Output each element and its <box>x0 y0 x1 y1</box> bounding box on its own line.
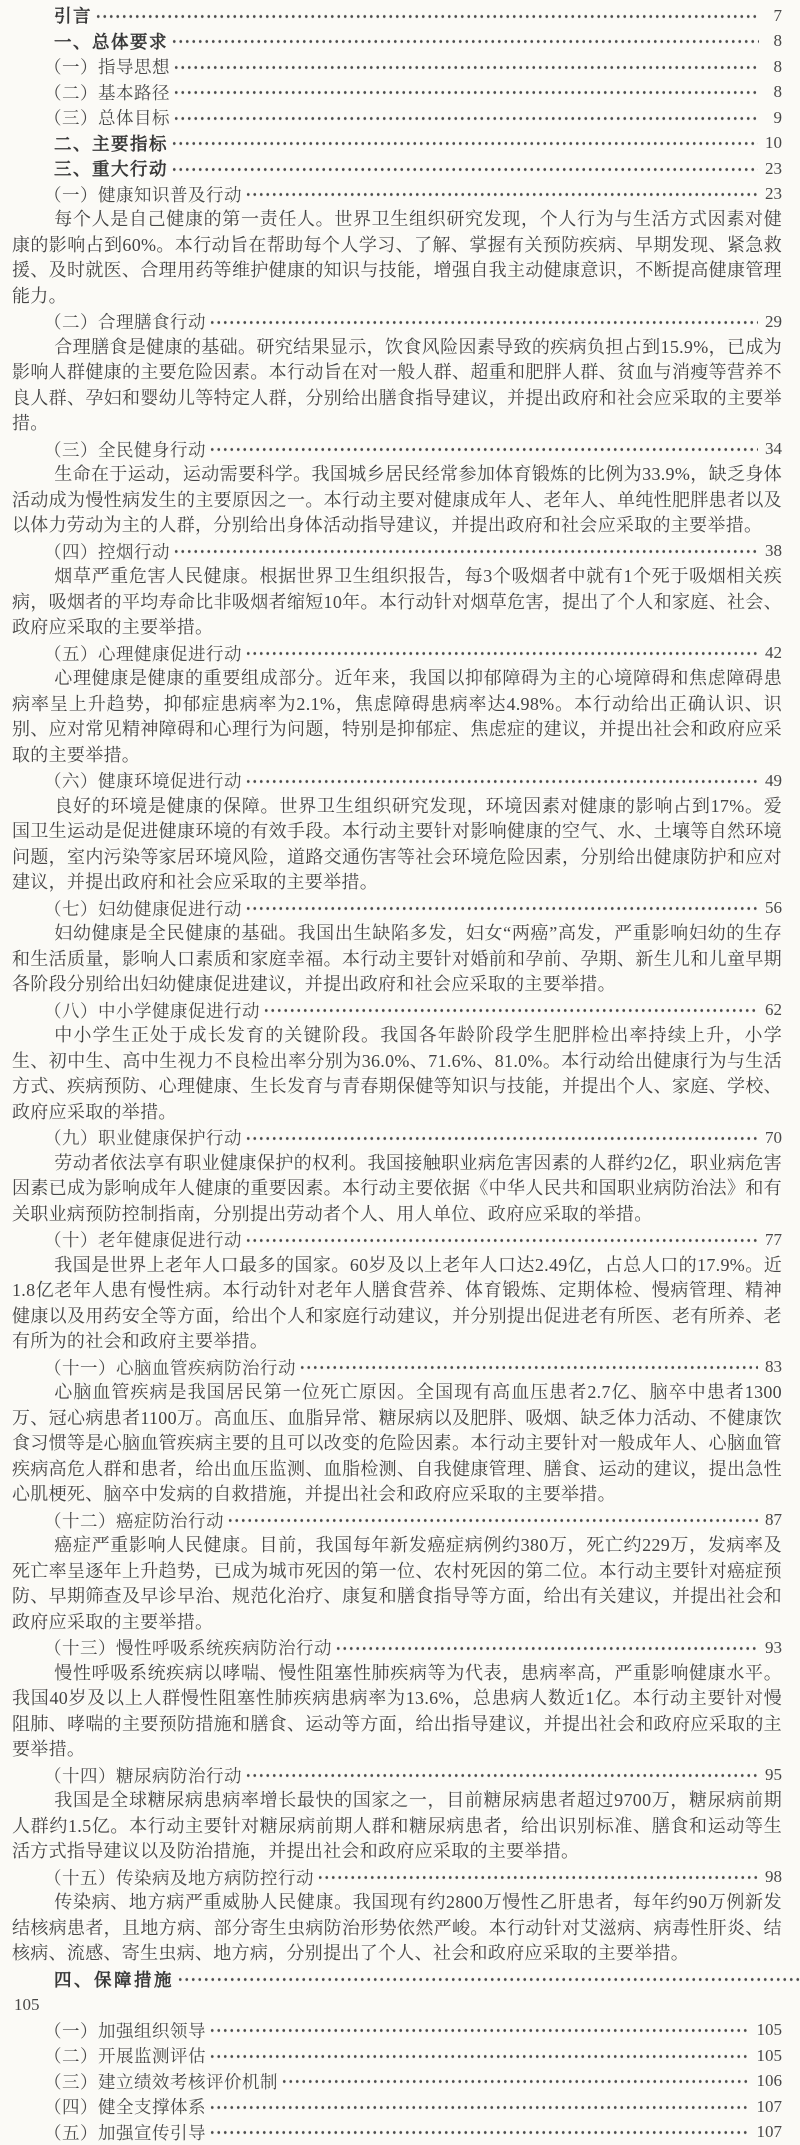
page-number: 98 <box>765 1867 782 1887</box>
page-number: 105 <box>757 2020 783 2040</box>
toc-entry-label: （十）老年健康促进行动 <box>44 1227 242 1252</box>
toc-entry-label: （十四）糖尿病防治行动 <box>44 1763 242 1788</box>
dot-leader <box>281 2069 750 2095</box>
toc-entry-label: 三、重大行动 <box>54 156 168 181</box>
dot-leader <box>335 1635 758 1661</box>
toc-entry-label: （二）合理膳食行动 <box>44 309 206 334</box>
page-number: 23 <box>765 184 782 204</box>
dot-leader <box>173 54 759 80</box>
dot-leader <box>209 2043 750 2069</box>
toc-entry-sub[interactable] <box>12 2069 782 2095</box>
toc-summary-paragraph: 良好的环境是健康的保障。世界卫生组织研究发现，环境因素对健康的影响占到17%。爱国卫生运动是促进健康环境的有效手段。本行动主要针对影响健康的空气、水、土壤等自然环境问题，室内污染等家居环境风险，道路交通伤害等社会环境危险因素，分别给出健康防护和应对建议，并提出政府和社会应采取的主要举措。 <box>12 794 782 896</box>
toc-entry-label: （十二）癌症防治行动 <box>44 1508 224 1533</box>
page-number: 93 <box>765 1638 782 1658</box>
page-number: 83 <box>765 1357 782 1377</box>
dot-leader <box>171 156 758 182</box>
page-number: 29 <box>765 312 782 332</box>
toc-entry-label: （十三）慢性呼吸系统疾病防治行动 <box>44 1635 332 1660</box>
toc-entry-label: （六）健康环境促进行动 <box>44 768 242 793</box>
toc-entry-label: （九）职业健康保护行动 <box>44 1125 242 1150</box>
page-number: 34 <box>765 439 782 459</box>
page-number: 23 <box>765 159 782 179</box>
toc-entry-label: （四）控烟行动 <box>44 539 170 564</box>
toc-entry-label: （三）全民健身行动 <box>44 437 206 462</box>
toc-summary-paragraph: 烟草严重危害人民健康。根据世界卫生组织报告，每3个吸烟者中就有1个死于吸烟相关疾病，吸烟者的平均寿命比非吸烟者缩短10年。本行动针对烟草危害，提出了个人和家庭、社会、政府应采取的主要举措。 <box>12 564 782 641</box>
toc-entry-sub[interactable] <box>12 309 782 335</box>
toc-entry-sub[interactable] <box>12 1125 782 1151</box>
toc-entry-label: （十五）传染病及地方病防控行动 <box>44 1865 314 1890</box>
dot-leader <box>209 437 758 463</box>
toc-summary-paragraph: 中小学生正处于成长发育的关键阶段。我国各年龄阶段学生肥胖检出率持续上升，小学生、初中生、高中生视力不良检出率分别为36.0%、71.6%、81.0%。本行动给出健康行为与生活方式、疾病预防、心理健康、生长发育与青春期保健等知识与技能，并提出个人、家庭、学校、政府应采取的举措。 <box>12 1023 782 1125</box>
dot-leader <box>209 2018 750 2044</box>
toc-summary-paragraph: 慢性呼吸系统疾病以哮喘、慢性阻塞性肺疾病等为代表，患病率高，严重影响健康水平。我国40岁及以上人群慢性阻塞性肺疾病患病率为13.6%，总患病人数近1亿。本行动主要针对慢阻肺、哮喘的主要预防措施和膳食、运动等方面，给出指导建议，并提出社会和政府应采取的主要举措。 <box>12 1661 782 1763</box>
dot-leader <box>245 768 758 794</box>
toc-entry-sub[interactable] <box>12 80 782 106</box>
toc-entry-label: （三）总体目标 <box>44 105 170 130</box>
toc-entry-label: （七）妇幼健康促进行动 <box>44 896 242 921</box>
toc-entry-label: （五）加强宣传引导 <box>44 2120 206 2145</box>
toc-summary-paragraph: 劳动者依法享有职业健康保护的权利。我国接触职业病危害因素的人群约2亿，职业病危害因素已成为影响成年人健康的重要因素。本行动主要依据《中华人民共和国职业病防治法》和有关职业病预防控制指南，分别提出劳动者个人、用人单位、政府应采取的举措。 <box>12 1151 782 1228</box>
toc-entry-sub[interactable] <box>12 1763 782 1789</box>
dot-leader <box>227 1508 758 1534</box>
toc-entry-sub[interactable] <box>12 1227 782 1253</box>
toc-entry-section[interactable] <box>12 3 782 29</box>
toc-summary-paragraph: 心脑血管疾病是我国居民第一位死亡原因。全国现有高血压患者2.7亿、脑卒中患者1300万、冠心病患者1100万。高血压、血脂异常、糖尿病以及肥胖、吸烟、缺乏体力活动、不健康饮食习惯等是心脑血管疾病主要的且可以改变的危险因素。本行动主要针对一般成年人、心脑血管疾病高危人群和患者，给出血压监测、血脂检测、自我健康管理、膳食、运动的建议，提出急性心肌梗死、脑卒中发病的自救措施，并提出社会和政府应采取的主要举措。 <box>12 1380 782 1508</box>
toc-entry-label: 二、主要指标 <box>54 131 168 156</box>
toc-entry-sub[interactable] <box>12 641 782 667</box>
toc-entry-label: （五）心理健康促进行动 <box>44 641 242 666</box>
toc-summary-paragraph: 我国是全球糖尿病患病率增长最快的国家之一，目前糖尿病患者超过9700万，糖尿病前期人群约1.5亿。本行动主要针对糖尿病前期人群和糖尿病患者，给出识别标准、膳食和运动等生活方式指导建议以及防治措施，并提出社会和政府应采取的主要举措。 <box>12 1788 782 1865</box>
toc-entry-label: （八）中小学健康促进行动 <box>44 998 260 1023</box>
toc-summary-paragraph: 妇幼健康是全民健康的基础。我国出生缺陷多发，妇女“两癌”高发，严重影响妇幼的生存和生活质量，影响人口素质和家庭幸福。本行动主要针对婚前和孕前、孕期、新生儿和儿童早期各阶段分别给出妇幼健康促进建议，并提出政府和社会应采取的主要举措。 <box>12 921 782 998</box>
toc-entry-sub[interactable] <box>12 896 782 922</box>
page-number: 8 <box>766 82 782 102</box>
toc-entry-sub[interactable] <box>12 2094 782 2120</box>
page-number: 10 <box>765 133 782 153</box>
toc-entry-sub[interactable] <box>12 998 782 1024</box>
dot-leader <box>263 998 758 1024</box>
page-number: 49 <box>765 771 782 791</box>
toc-entry-label: （一）健康知识普及行动 <box>44 182 242 207</box>
dot-leader <box>209 309 758 335</box>
page-number: 87 <box>765 1510 782 1530</box>
toc-entry-section[interactable] <box>12 131 782 157</box>
toc-entry-sub[interactable] <box>12 182 782 208</box>
page-number: 8 <box>766 31 782 51</box>
page-number: 62 <box>765 1000 782 1020</box>
toc-summary-paragraph: 生命在于运动，运动需要科学。我国城乡居民经常参加体育锻炼的比例为33.9%，缺乏身体活动成为慢性病发生的主要原因之一。本行动主要对健康成年人、老年人、单纯性肥胖患者以及以体力劳动为主的人群，分别给出身体活动指导建议，并提出政府和社会应采取的主要举措。 <box>12 462 782 539</box>
toc-entry-sub[interactable] <box>12 105 782 131</box>
page-number: 7 <box>766 6 782 26</box>
toc-entry-sub[interactable] <box>12 1355 782 1381</box>
toc-entry-section[interactable] <box>12 1967 782 1993</box>
toc-entry-label: （二）开展监测评估 <box>44 2043 206 2068</box>
dot-leader <box>245 1227 758 1253</box>
dot-leader <box>209 2094 750 2120</box>
toc-entry-sub[interactable] <box>12 1508 782 1534</box>
page-number: 56 <box>765 898 782 918</box>
toc-entry-label: 四、保障措施 <box>54 1967 174 1992</box>
dot-leader <box>299 1355 758 1381</box>
page-number: 8 <box>766 57 782 77</box>
toc-entry-sub[interactable] <box>12 2018 782 2044</box>
dot-leader <box>171 131 758 157</box>
dot-leader <box>245 1125 758 1151</box>
page-number: 105 <box>757 2046 783 2066</box>
page-number: 107 <box>757 2122 783 2142</box>
toc-entry-sub[interactable] <box>12 539 782 565</box>
toc-entry-sub[interactable] <box>12 54 782 80</box>
dot-leader <box>173 105 759 131</box>
toc-summary-paragraph: 我国是世界上老年人口最多的国家。60岁及以上老年人口达2.49亿，占总人口的17.9%。近1.8亿老年人患有慢性病。本行动针对老年人膳食营养、体育锻炼、定期体检、慢病管理、精神健康以及用药安全等方面，给出个人和家庭行动建议，并分别提出促进老有所医、老有所养、老有所为的社会和政府主要举措。 <box>12 1253 782 1355</box>
toc-entry-label: （三）建立绩效考核评价机制 <box>44 2069 278 2094</box>
dot-leader <box>177 1967 800 1993</box>
page-number: 106 <box>757 2071 783 2091</box>
toc-summary-paragraph: 癌症严重影响人民健康。目前，我国每年新发癌症病例约380万，死亡约229万，发病率及死亡率呈逐年上升趋势，已成为城市死因的第一位、农村死因的第二位。本行动主要针对癌症预防、早期筛查及早诊早治、规范化治疗、康复和膳食指导等方面，给出有关建议，并提出社会和政府应采取的主要举措。 <box>12 1533 782 1635</box>
page-number: 42 <box>765 643 782 663</box>
toc-entry-label: 引言 <box>54 3 92 28</box>
page-number: 77 <box>765 1230 782 1250</box>
dot-leader <box>317 1865 758 1891</box>
page-number: 95 <box>765 1765 782 1785</box>
dot-leader <box>245 896 758 922</box>
toc-entry-sub[interactable] <box>12 2120 782 2145</box>
dot-leader <box>209 2120 750 2145</box>
toc-entry-label: （二）基本路径 <box>44 80 170 105</box>
dot-leader <box>171 29 759 55</box>
toc-entry-label: （四）健全支撑体系 <box>44 2094 206 2119</box>
wrapped-page-number: 105 <box>12 1992 782 2018</box>
page-number: 70 <box>765 1128 782 1148</box>
toc-entry-sub[interactable] <box>12 437 782 463</box>
dot-leader <box>245 641 758 667</box>
dot-leader <box>173 80 759 106</box>
toc-entry-label: （一）指导思想 <box>44 54 170 79</box>
toc-entry-sub[interactable] <box>12 768 782 794</box>
dot-leader <box>245 1763 758 1789</box>
toc-entry-label: （十一）心脑血管疾病防治行动 <box>44 1355 296 1380</box>
toc-summary-paragraph: 合理膳食是健康的基础。研究结果显示，饮食风险因素导致的疾病负担占到15.9%，已成为影响人群健康的主要危险因素。本行动旨在对一般人群、超重和肥胖人群、贫血与消瘦等营养不良人群、孕妇和婴幼儿等特定人群，分别给出膳食指导建议，并提出政府和社会应采取的主要举措。 <box>12 335 782 437</box>
toc-entry-section[interactable] <box>12 156 782 182</box>
toc-entry-sub[interactable] <box>12 1865 782 1891</box>
dot-leader <box>95 3 759 29</box>
toc-entry-sub[interactable] <box>12 2043 782 2069</box>
toc-entry-section[interactable] <box>12 29 782 55</box>
dot-leader <box>245 182 758 208</box>
dot-leader <box>173 539 758 565</box>
toc-summary-paragraph: 传染病、地方病严重威胁人民健康。我国现有约2800万慢性乙肝患者，每年约90万例新发结核病患者，且地方病、部分寄生虫病防治形势依然严峻。本行动针对艾滋病、病毒性肝炎、结核病、流感、寄生虫病、地方病，分别提出了个人、社会和政府应采取的主要举措。 <box>12 1890 782 1967</box>
page-number: 38 <box>765 541 782 561</box>
page-number: 107 <box>757 2097 783 2117</box>
toc-summary-paragraph: 每个人是自己健康的第一责任人。世界卫生组织研究发现，个人行为与生活方式因素对健康的影响占到60%。本行动旨在帮助每个人学习、了解、掌握有关预防疾病、早期发现、紧急救援、及时就医、合理用药等维护健康的知识与技能，增强自我主动健康意识，不断提高健康管理能力。 <box>12 207 782 309</box>
toc-summary-paragraph: 心理健康是健康的重要组成部分。近年来，我国以抑郁障碍为主的心境障碍和焦虑障碍患病率呈上升趋势，抑郁症患病率为2.1%，焦虑障碍患病率达4.98%。本行动给出正确认识、识别、应对常见精神障碍和心理行为问题，特别是抑郁症、焦虑症的建议，并提出社会和政府应采取的主要举措。 <box>12 666 782 768</box>
toc-entry-label: （一）加强组织领导 <box>44 2018 206 2043</box>
page-number: 9 <box>766 108 782 128</box>
toc-entry-label: 一、总体要求 <box>54 29 168 54</box>
toc-entry-sub[interactable] <box>12 1635 782 1661</box>
